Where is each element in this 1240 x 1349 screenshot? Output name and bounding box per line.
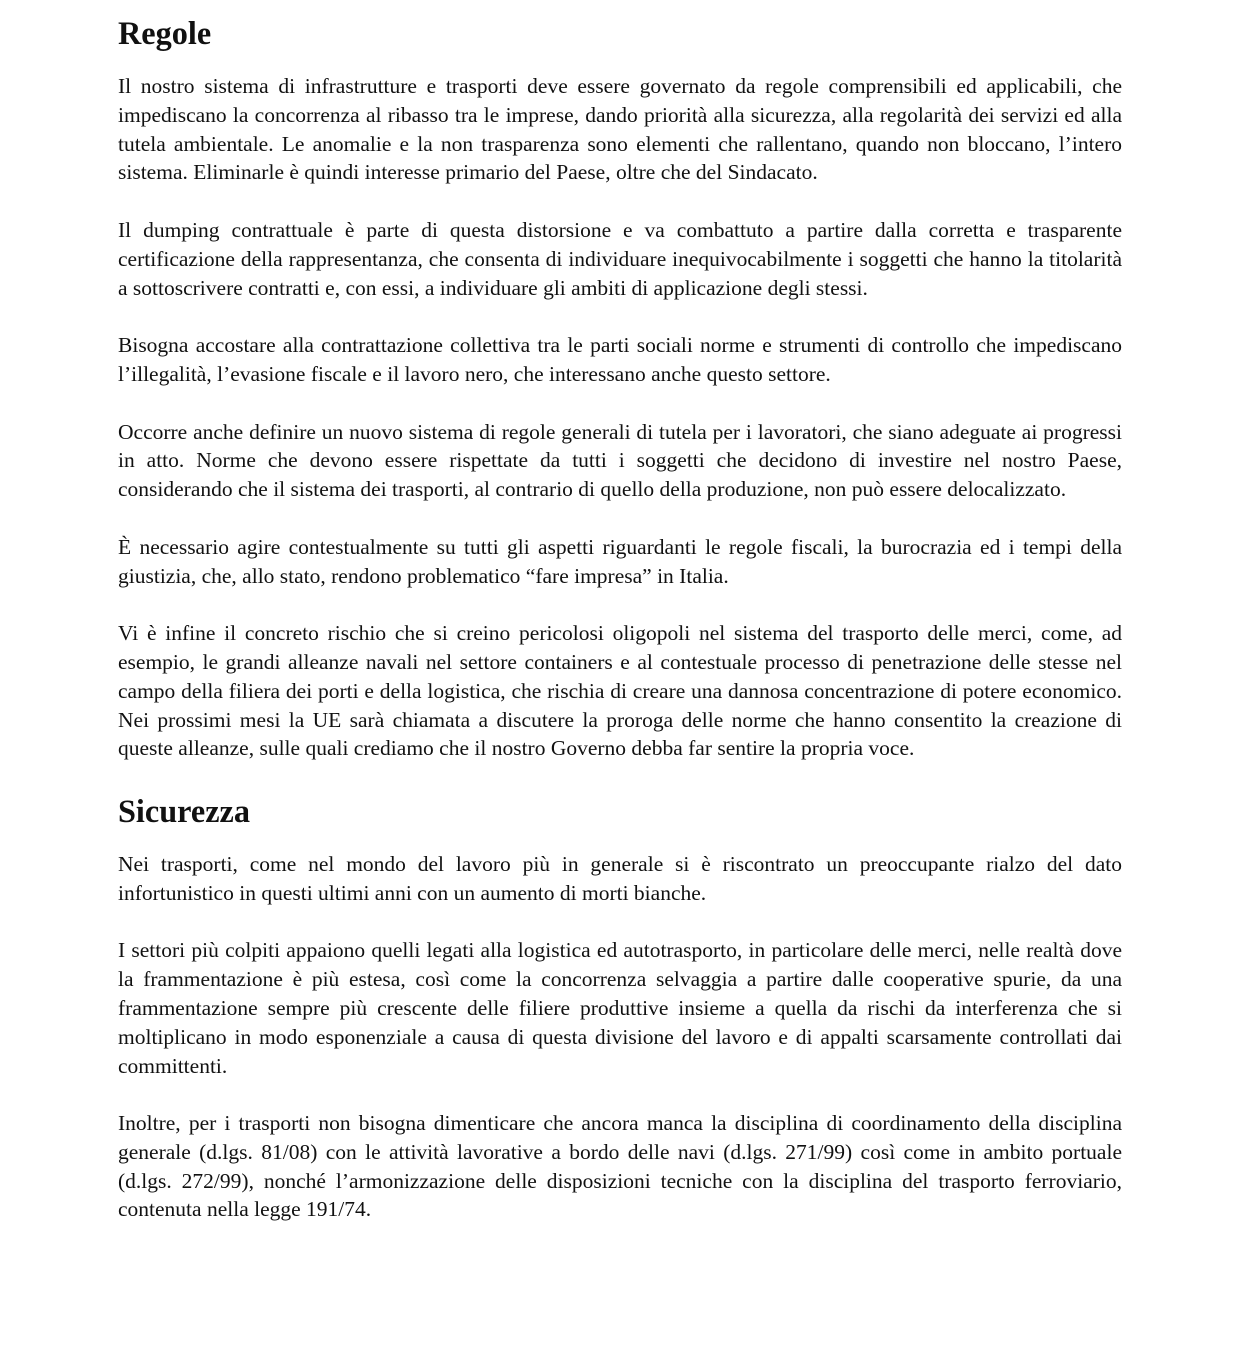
paragraph: È necessario agire contestualmente su tutti gli aspetti riguardanti le regole fiscali, la burocrazia ed i tempi della giustizia, che, allo stato, rendono problematico “fare impresa” in Italia.	[118, 534, 1122, 588]
paragraph: Bisogna accostare alla contrattazione collettiva tra le parti sociali norme e strumenti di controllo che impediscano l’illegalità, l’evasione fiscale e il lavoro nero, che interessano anche questo settore.	[118, 333, 1122, 386]
section-heading-sicurezza: Sicurezza	[118, 792, 250, 829]
document-page	[118, 14, 1122, 1224]
paragraph: Vi è infine il concreto rischio che si creino pericolosi oligopoli nel sistema del trasporto delle merci, come, ad esempio, le grandi alleanze navali nel settore containers e al contestuale processo di penetrazione delle stesse nel campo della filiera dei porti e della logistica, che rischia di creare una dannosa concentrazione di potere economico. Nei prossimi mesi la UE sarà chiamata a discutere la proroga delle norme che hanno consentito la creazione di queste alleanze, sulle quali crediamo che il nostro Governo debba far sentire la propria voce.	[118, 621, 1122, 761]
paragraph: Occorre anche definire un nuovo sistema di regole generali di tutela per i lavoratori, che siano adeguate ai progressi in atto. Norme che devono essere rispettate da tutti i soggetti che decidono di investire nel nostro Paese, considerando che il sistema dei trasporti, al contrario di quello della produzione, non può essere delocalizzato.	[118, 419, 1122, 502]
paragraph: I settori più colpiti appaiono quelli legati alla logistica ed autotrasporto, in particolare delle merci, nelle realtà dove la frammentazione è più estesa, così come la concorrenza selvaggia a partire dalle cooperative spurie, da una frammentazione sempre più crescente delle filiere produttive insieme a quella da rischi da interferenza che si moltiplicano in modo esponenziale a causa di questa divisione del lavoro e di appalti scarsamente controllati dai committenti.	[118, 938, 1122, 1078]
paragraph: Il nostro sistema di infrastrutture e trasporti deve essere governato da regole comprensibili ed applicabili, che impediscano la concorrenza al ribasso tra le imprese, dando priorità alla sicurezza, alla regolarità dei servizi ed alla tutela ambientale. Le anomalie e la non trasparenza sono elementi che rallentano, quando non bloccano, l’intero sistema. Eliminarle è quindi interesse primario del Paese, oltre che del Sindacato.	[118, 74, 1122, 185]
paragraph: Nei trasporti, come nel mondo del lavoro più in generale si è riscontrato un preoccupante rialzo del dato infortunistico in questi ultimi anni con un aumento di morti bianche.	[118, 851, 1122, 905]
paragraph: Il dumping contrattuale è parte di questa distorsione e va combattuto a partire dalla corretta e trasparente certificazione della rappresentanza, che consenta di individuare inequivocabilmente i soggetti che hanno la titolarità a sottoscrivere contratti e, con essi, a individuare gli ambiti di applicazione degli stessi.	[118, 217, 1122, 300]
paragraph: Inoltre, per i trasporti non bisogna dimenticare che ancora manca la disciplina di coordinamento della disciplina generale (d.lgs. 81/08) con le attività lavorative a bordo delle navi (d.lgs. 271/99) così come in ambito portuale (d.lgs. 272/99), nonché l’armonizzazione delle disposizioni tecniche con la disciplina del trasporto ferroviario, contenuta nella legge 191/74.	[118, 1111, 1122, 1222]
section-heading-regole: Regole	[118, 15, 212, 51]
